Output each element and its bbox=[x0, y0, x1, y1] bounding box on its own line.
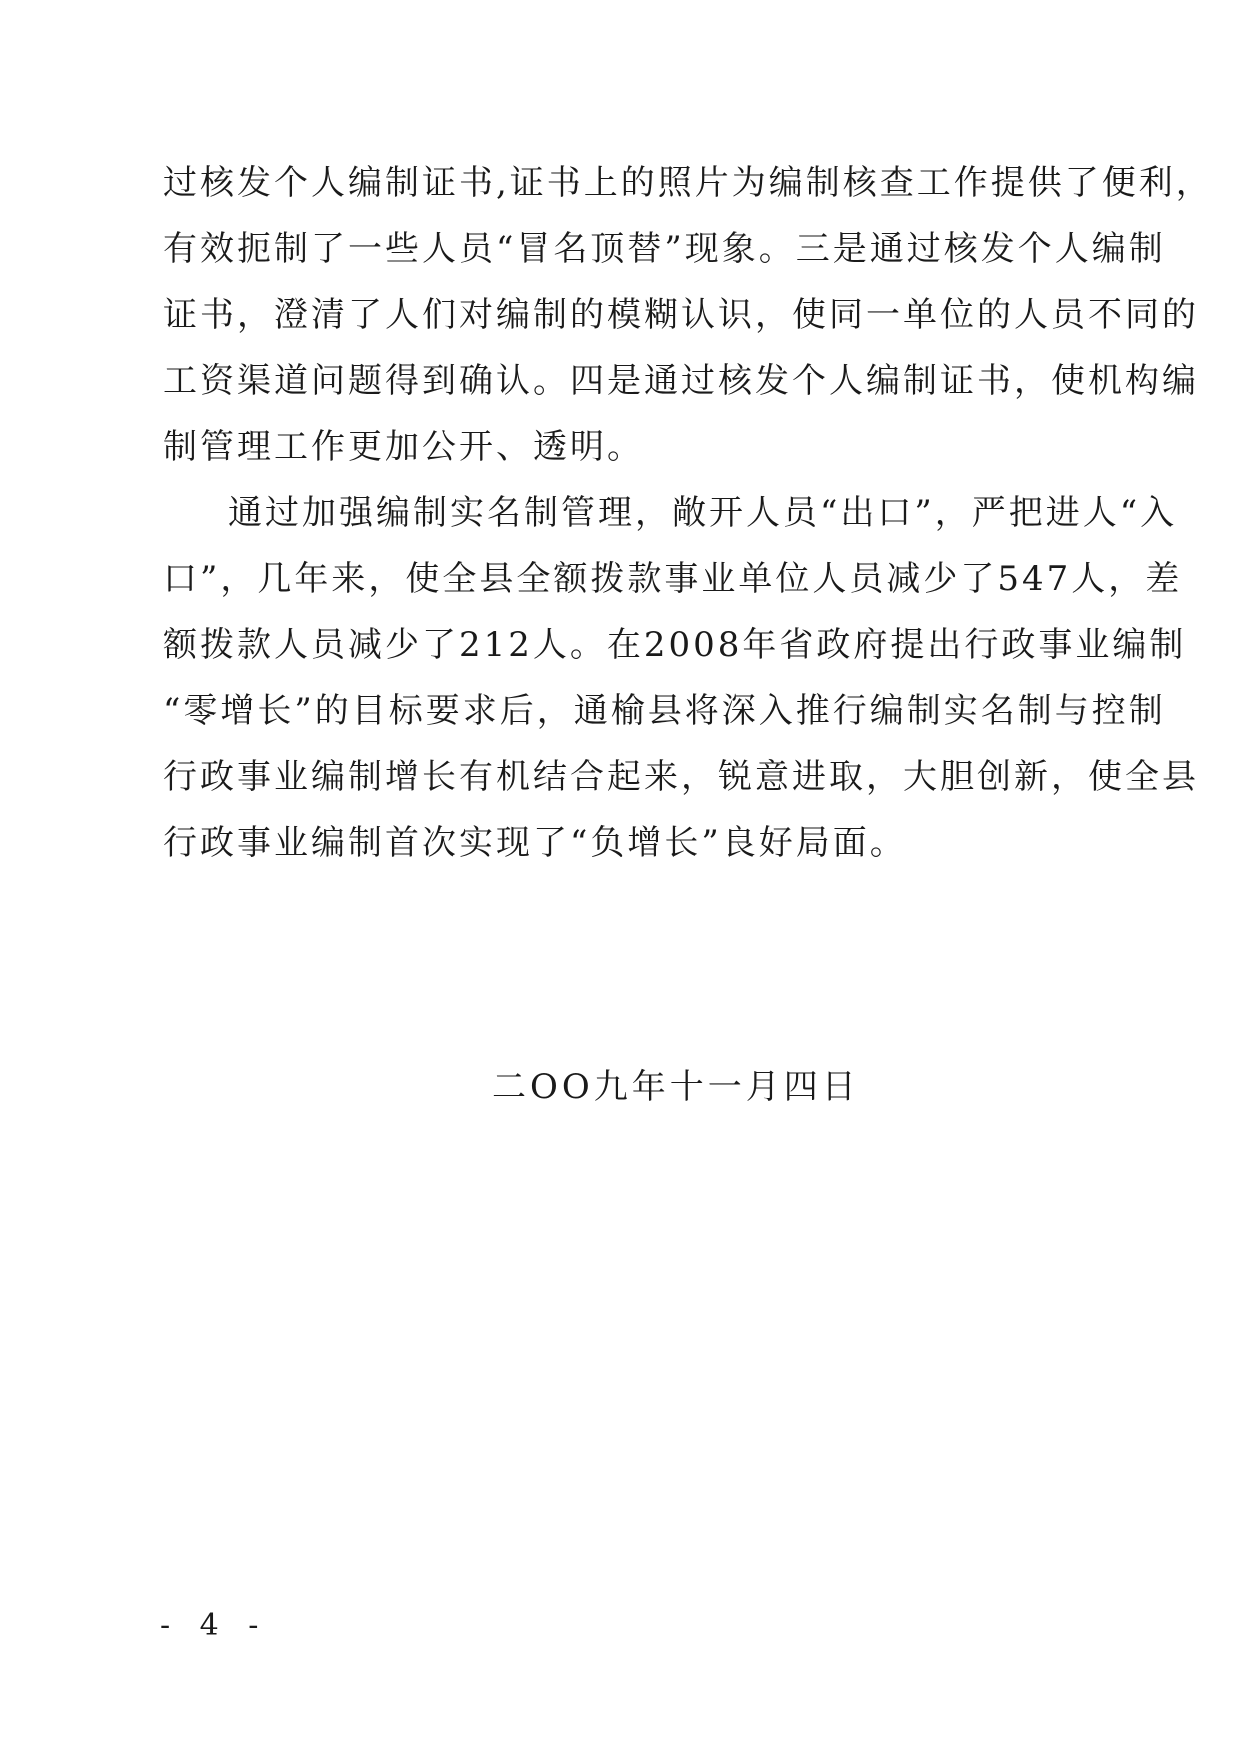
text-line: 行政事业编制增长有机结合起来，锐意进取，大胆创新，使全县 bbox=[163, 757, 1199, 797]
text-line: 口”，几年来，使全县全额拨款事业单位人员减少了547人，差 bbox=[163, 559, 1183, 599]
text-line: 过核发个人编制证书,证书上的照片为编制核查工作提供了便利， bbox=[163, 163, 1213, 203]
text-line: 有效扼制了一些人员“冒名顶替”现象。三是通过核发个人编制 bbox=[163, 229, 1166, 269]
text-line: 制管理工作更加公开、透明。 bbox=[163, 427, 644, 467]
page-number: - 4 - bbox=[160, 1608, 269, 1643]
text-line: 额拨款人员减少了212人。在2008年省政府提出行政事业编制 bbox=[163, 625, 1187, 665]
text-line: 证书，澄清了人们对编制的模糊认识，使同一单位的人员不同的 bbox=[163, 295, 1199, 335]
document-date: 二OO九年十一月四日 bbox=[492, 1067, 860, 1107]
text-line: 行政事业编制首次实现了“负增长”良好局面。 bbox=[163, 823, 907, 863]
text-line: 工资渠道问题得到确认。四是通过核发个人编制证书，使机构编 bbox=[163, 361, 1199, 401]
text-line: 通过加强编制实名制管理，敞开人员“出口”，严把进人“入 bbox=[228, 493, 1178, 533]
text-line: “零增长”的目标要求后，通榆县将深入推行编制实名制与控制 bbox=[163, 691, 1166, 731]
